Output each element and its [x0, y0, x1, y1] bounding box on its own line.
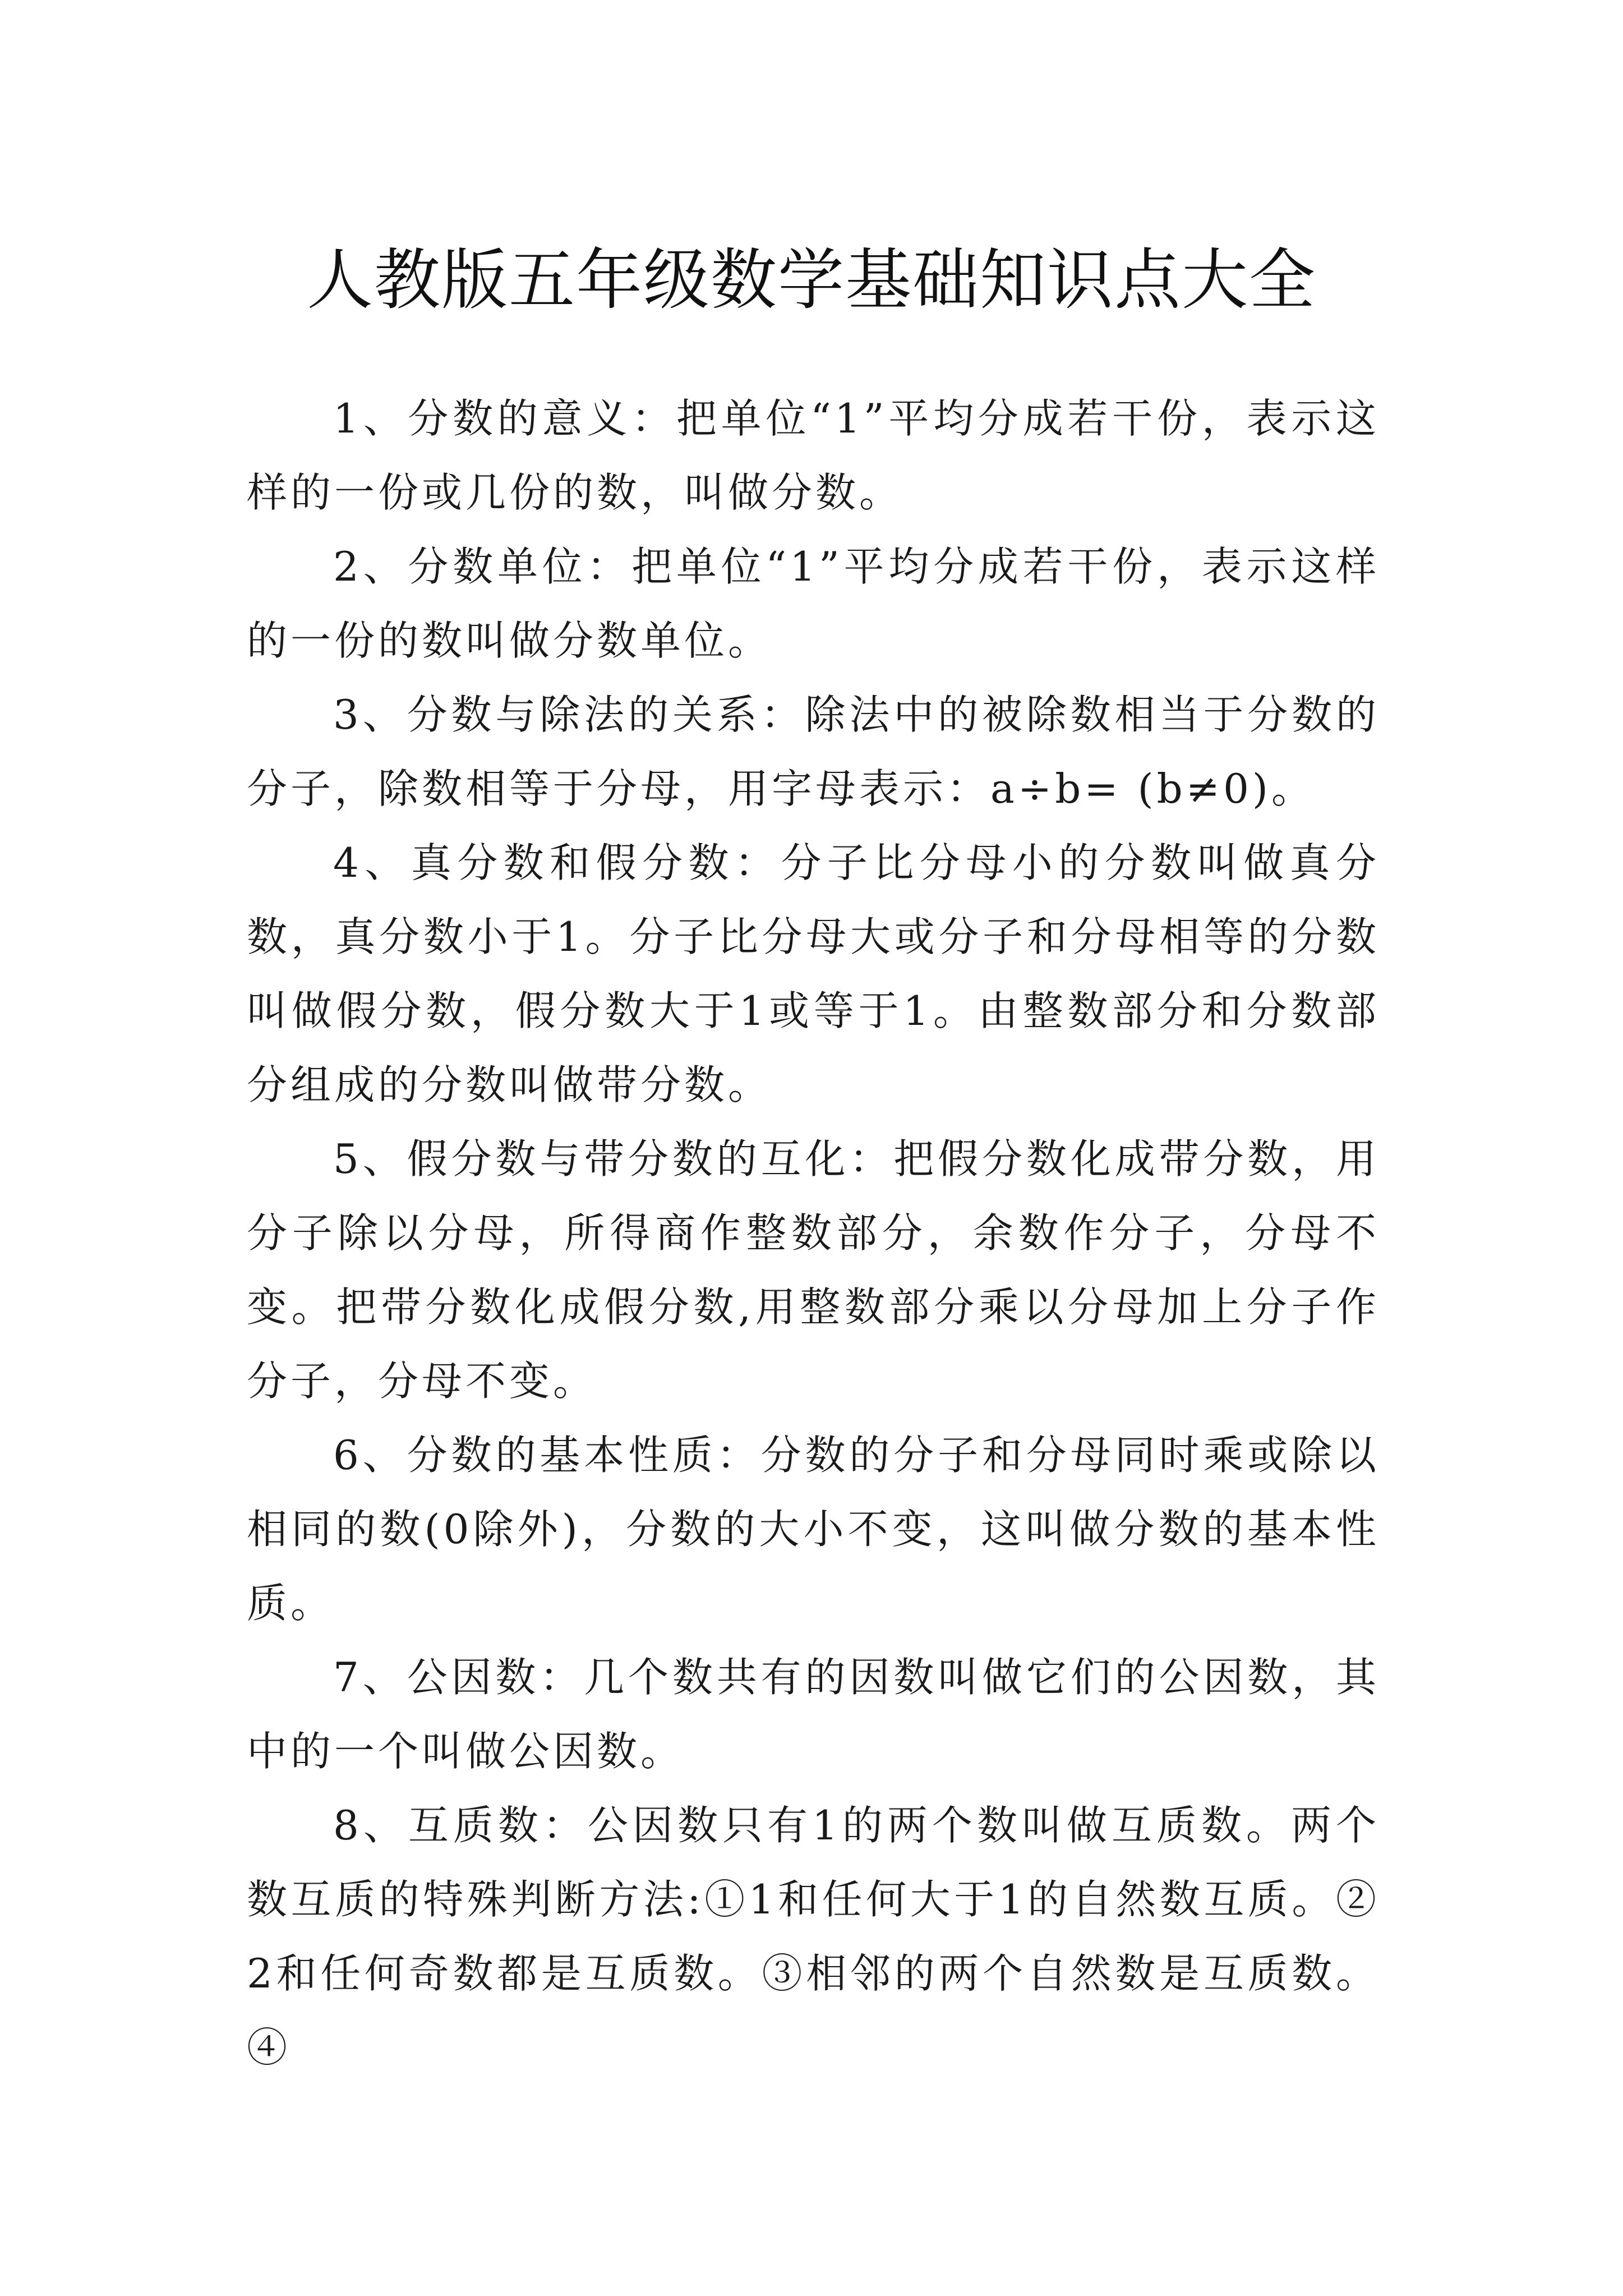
paragraph-7: 7、公因数：几个数共有的因数叫做它们的公因数，其中的一个叫做公因数。: [247, 1654, 1380, 1775]
document-body: [247, 381, 1380, 2085]
paragraph-8: 8、互质数：公因数只有1的两个数叫做互质数。两个数互质的特殊判断方法:①1和任何大于1的自然数互质。②2和任何奇数都是互质数。③相邻的两个自然数是互质数。④: [247, 1802, 1380, 2071]
paragraph-2: 2、分数单位：把单位“1”平均分成若干份，表示这样的一份的数叫做分数单位。: [247, 543, 1380, 664]
document-title: 人教版五年级数学基础知识点大全: [306, 241, 1316, 319]
paragraph-1: 1、分数的意义：把单位“1”平均分成若干份，表示这样的一份或几份的数，叫做分数。: [247, 395, 1380, 516]
paragraph-3: 3、分数与除法的关系：除法中的被除数相当于分数的分子，除数相等于分母，用字母表示：a÷b= (b≠0)。: [247, 691, 1380, 812]
paragraph-5: 5、假分数与带分数的互化：把假分数化成带分数，用分子除以分母，所得商作整数部分，余数作分子，分母不变。把带分数化成假分数,用整数部分乘以分母加上分子作分子，分母不变。: [247, 1135, 1380, 1405]
paragraph-4: 4、真分数和假分数：分子比分母小的分数叫做真分数，真分数小于1。分子比分母大或分子和分母相等的分数叫做假分数，假分数大于1或等于1。由整数部分和分数部分组成的分数叫做带分数。: [247, 839, 1380, 1108]
paragraph-6: 6、分数的基本性质：分数的分子和分母同时乘或除以相同的数(0除外)，分数的大小不变，这叫做分数的基本性质。: [247, 1432, 1380, 1627]
